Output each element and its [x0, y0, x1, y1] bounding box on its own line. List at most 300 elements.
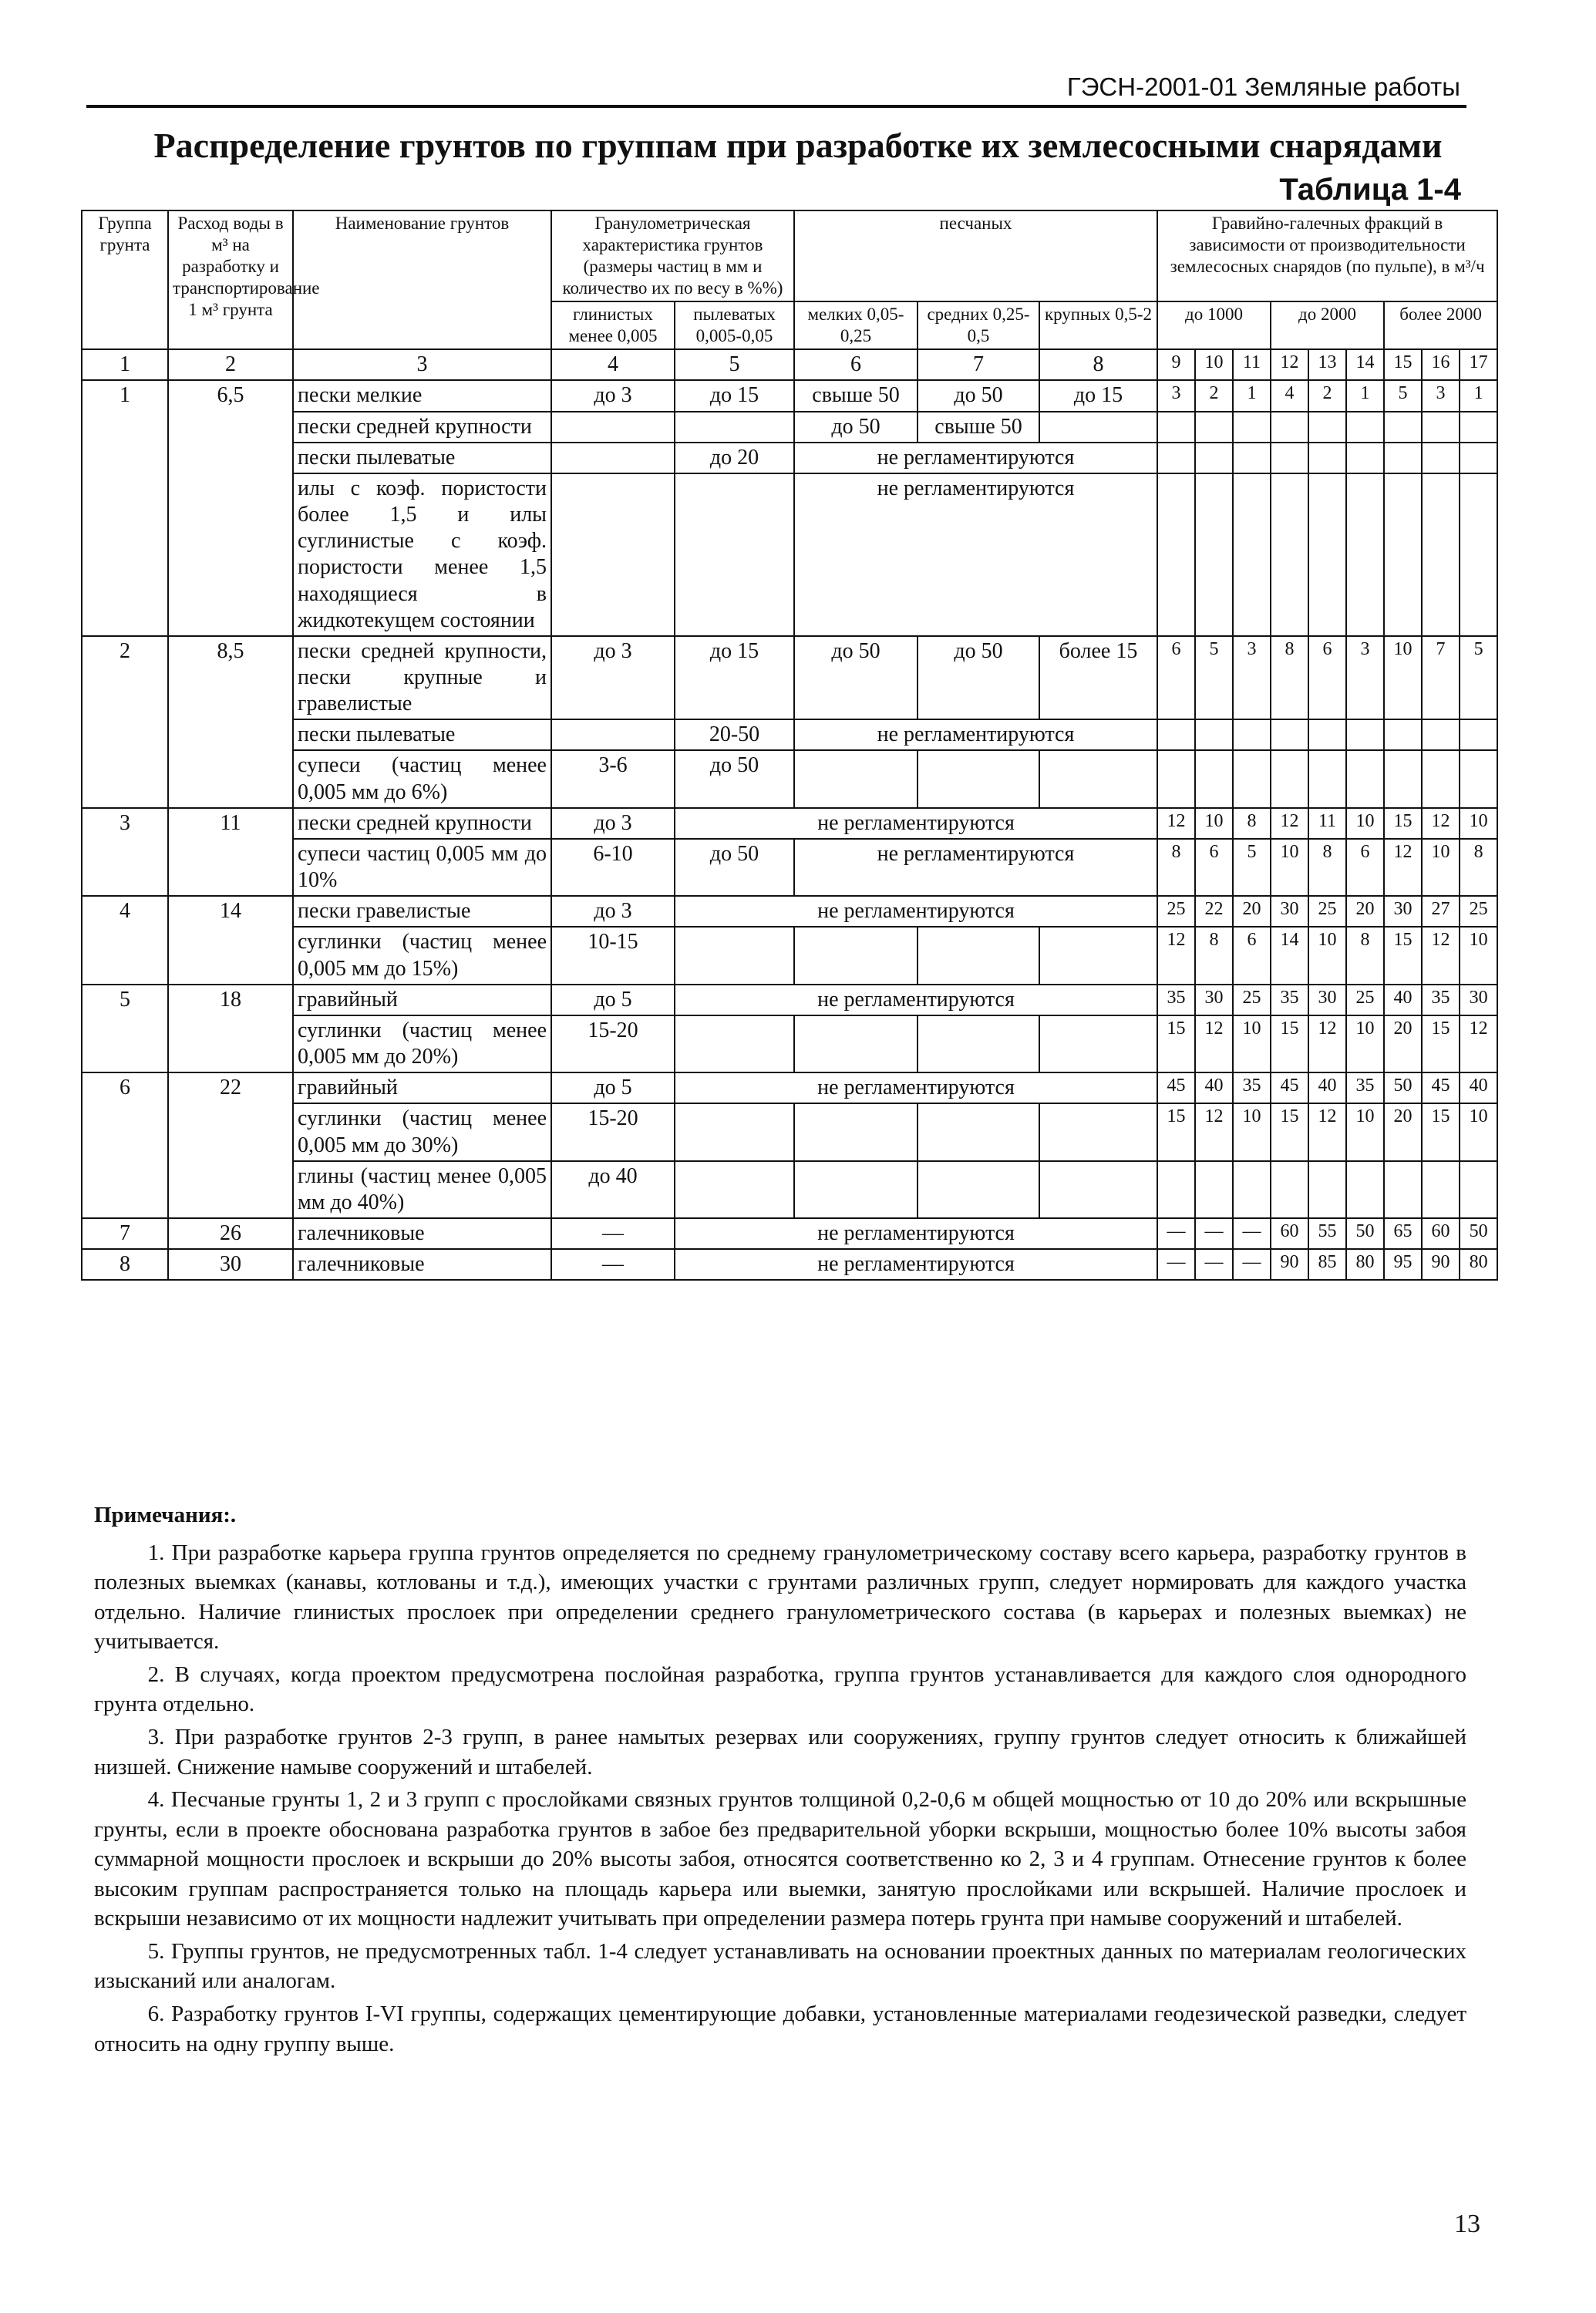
- productivity-value-cell: 90: [1422, 1249, 1460, 1280]
- productivity-value-cell: 2: [1308, 380, 1346, 411]
- note-item: 2. В случаях, когда проектом предусмотрена послойная разработка, группа грунтов устанавливается для каждого слоя однородного грунта отдельно.: [94, 1662, 1466, 1717]
- productivity-value-cell: 15: [1271, 1015, 1308, 1072]
- productivity-value-cell: 3: [1233, 636, 1271, 719]
- productivity-value-cell: [1195, 412, 1233, 443]
- table-row: [82, 1218, 1497, 1249]
- header-gravel: Гравийно-галечных фракций в зависимости от производительности землесосных снарядов (по пульпе), в м³/ч: [1157, 210, 1497, 301]
- productivity-value-cell: 10: [1422, 839, 1460, 896]
- productivity-value-cell: 25: [1308, 896, 1346, 927]
- productivity-value-cell: 35: [1422, 985, 1460, 1015]
- productivity-value-cell: 30: [1195, 985, 1233, 1015]
- clay-cell: до 3: [551, 808, 675, 839]
- column-number: 3: [293, 349, 551, 380]
- productivity-value-cell: 15: [1384, 927, 1422, 984]
- productivity-value-cell: [1157, 412, 1195, 443]
- clay-cell: [551, 443, 675, 473]
- header-pmore: более 2000: [1384, 301, 1497, 349]
- productivity-value-cell: 40: [1308, 1072, 1346, 1103]
- productivity-value-cell: 6: [1157, 636, 1195, 719]
- table-row: [82, 927, 1497, 984]
- productivity-value-cell: [1157, 719, 1195, 750]
- fine-sand-cell: [794, 1015, 918, 1072]
- table-row: [82, 839, 1497, 896]
- productivity-value-cell: 12: [1195, 1015, 1233, 1072]
- productivity-value-cell: —: [1233, 1249, 1271, 1280]
- fine-sand-cell: свыше 50: [794, 380, 918, 411]
- soil-name-cell: супеси частиц 0,005 мм до 10%: [293, 839, 551, 896]
- clay-cell: [551, 719, 675, 750]
- running-header: [86, 69, 1466, 108]
- productivity-value-cell: [1271, 719, 1308, 750]
- header-group: Группа грунта: [82, 210, 168, 349]
- productivity-value-cell: [1157, 750, 1195, 807]
- productivity-value-cell: 25: [1460, 896, 1497, 927]
- productivity-value-cell: 5: [1233, 839, 1271, 896]
- productivity-value-cell: [1346, 443, 1384, 473]
- productivity-value-cell: 8: [1157, 839, 1195, 896]
- unregulated-cell: не регламентируются: [675, 1218, 1157, 1249]
- productivity-value-cell: 8: [1233, 808, 1271, 839]
- productivity-value-cell: 12: [1157, 927, 1195, 984]
- productivity-value-cell: 65: [1384, 1218, 1422, 1249]
- productivity-value-cell: 20: [1384, 1015, 1422, 1072]
- column-number: 2: [168, 349, 293, 380]
- table-row: [82, 1072, 1497, 1103]
- productivity-value-cell: 55: [1308, 1218, 1346, 1249]
- running-title: ГЭСН-2001-01 Земляные работы: [1066, 72, 1460, 101]
- productivity-value-cell: [1460, 412, 1497, 443]
- coarse-sand-cell: [1039, 750, 1157, 807]
- productivity-value-cell: 12: [1422, 808, 1460, 839]
- column-number: 6: [794, 349, 918, 380]
- productivity-value-cell: 15: [1384, 808, 1422, 839]
- water-rate-cell: 8,5: [168, 636, 293, 808]
- productivity-value-cell: 30: [1271, 896, 1308, 927]
- unregulated-cell: не регламентируются: [794, 443, 1157, 473]
- header-p1000: до 1000: [1157, 301, 1271, 349]
- productivity-value-cell: 25: [1346, 985, 1384, 1015]
- productivity-value-cell: [1195, 1161, 1233, 1218]
- productivity-value-cell: 40: [1384, 985, 1422, 1015]
- group-number-cell: 3: [82, 808, 168, 896]
- clay-cell: до 40: [551, 1161, 675, 1218]
- productivity-value-cell: [1422, 443, 1460, 473]
- column-number: 17: [1460, 349, 1497, 380]
- table-row: [82, 1015, 1497, 1072]
- productivity-value-cell: 3: [1346, 636, 1384, 719]
- productivity-value-cell: 12: [1422, 927, 1460, 984]
- notes-title: Примечания:.: [94, 1503, 237, 1527]
- medium-sand-cell: [918, 1103, 1039, 1160]
- productivity-value-cell: 45: [1271, 1072, 1308, 1103]
- note-item: 5. Группы грунтов, не предусмотренных табл. 1-4 следует устанавливать на основании проектных данных по материалам геологических изысканий или аналогам.: [94, 1938, 1466, 1994]
- water-rate-cell: 22: [168, 1072, 293, 1218]
- soil-name-cell: пески средней крупности: [293, 412, 551, 443]
- soil-name-cell: гравийный: [293, 1072, 551, 1103]
- productivity-value-cell: 15: [1157, 1015, 1195, 1072]
- productivity-value-cell: [1460, 443, 1497, 473]
- header-p2000: до 2000: [1271, 301, 1384, 349]
- fine-sand-cell: до 50: [794, 636, 918, 719]
- productivity-value-cell: 50: [1346, 1218, 1384, 1249]
- notes-list: [94, 1538, 1466, 2059]
- header-medium: средних 0,25-0,5: [918, 301, 1039, 349]
- productivity-value-cell: [1460, 1161, 1497, 1218]
- soil-name-cell: илы с коэф. пористости более 1,5 и илы суглинистые с коэф. пористости менее 1,5 находящиеся в жидкотекущем состоянии: [293, 473, 551, 636]
- productivity-value-cell: 8: [1346, 927, 1384, 984]
- header-water: Расход воды в м³ на разработку и транспортирование 1 м³ грунта: [168, 210, 293, 349]
- productivity-value-cell: [1346, 473, 1384, 636]
- productivity-value-cell: 5: [1460, 636, 1497, 719]
- productivity-value-cell: 1: [1233, 380, 1271, 411]
- water-rate-cell: 14: [168, 896, 293, 984]
- clay-cell: до 3: [551, 380, 675, 411]
- clay-cell: —: [551, 1249, 675, 1280]
- column-number: 9: [1157, 349, 1195, 380]
- productivity-value-cell: 90: [1271, 1249, 1308, 1280]
- productivity-value-cell: 5: [1384, 380, 1422, 411]
- productivity-value-cell: 45: [1422, 1072, 1460, 1103]
- fine-sand-cell: [794, 927, 918, 984]
- productivity-value-cell: [1308, 473, 1346, 636]
- productivity-value-cell: 30: [1384, 896, 1422, 927]
- productivity-value-cell: 20: [1233, 896, 1271, 927]
- unregulated-cell: не регламентируются: [675, 1249, 1157, 1280]
- productivity-value-cell: 4: [1271, 380, 1308, 411]
- productivity-value-cell: [1195, 750, 1233, 807]
- coarse-sand-cell: [1039, 927, 1157, 984]
- unregulated-cell: не регламентируются: [675, 1072, 1157, 1103]
- productivity-value-cell: [1460, 473, 1497, 636]
- productivity-value-cell: [1308, 443, 1346, 473]
- productivity-value-cell: 25: [1233, 985, 1271, 1015]
- productivity-value-cell: 10: [1460, 927, 1497, 984]
- productivity-value-cell: —: [1195, 1249, 1233, 1280]
- table-row: [82, 412, 1497, 443]
- productivity-value-cell: 7: [1422, 636, 1460, 719]
- productivity-value-cell: 8: [1195, 927, 1233, 984]
- productivity-value-cell: [1384, 443, 1422, 473]
- productivity-value-cell: 10: [1346, 1103, 1384, 1160]
- silty-cell: [675, 412, 794, 443]
- productivity-value-cell: 12: [1308, 1015, 1346, 1072]
- productivity-value-cell: 50: [1384, 1072, 1422, 1103]
- water-rate-cell: 30: [168, 1249, 293, 1280]
- soil-name-cell: гравийный: [293, 985, 551, 1015]
- silty-cell: [675, 1103, 794, 1160]
- water-rate-cell: 6,5: [168, 380, 293, 635]
- productivity-value-cell: [1384, 412, 1422, 443]
- productivity-value-cell: [1346, 1161, 1384, 1218]
- productivity-value-cell: [1460, 719, 1497, 750]
- productivity-value-cell: 12: [1460, 1015, 1497, 1072]
- medium-sand-cell: [918, 927, 1039, 984]
- productivity-value-cell: [1346, 750, 1384, 807]
- productivity-value-cell: [1308, 750, 1346, 807]
- water-rate-cell: 18: [168, 985, 293, 1072]
- column-number: 11: [1233, 349, 1271, 380]
- clay-cell: 10-15: [551, 927, 675, 984]
- productivity-value-cell: —: [1157, 1218, 1195, 1249]
- clay-cell: 15-20: [551, 1015, 675, 1072]
- productivity-value-cell: [1271, 473, 1308, 636]
- productivity-value-cell: 95: [1384, 1249, 1422, 1280]
- table-row: [82, 380, 1497, 411]
- column-number: 16: [1422, 349, 1460, 380]
- silty-cell: до 20: [675, 443, 794, 473]
- productivity-value-cell: 1: [1460, 380, 1497, 411]
- productivity-value-cell: 8: [1308, 839, 1346, 896]
- clay-cell: —: [551, 1218, 675, 1249]
- column-number: 4: [551, 349, 675, 380]
- header-sandy: песчаных: [794, 210, 1157, 301]
- productivity-value-cell: 40: [1195, 1072, 1233, 1103]
- note-item: 1. При разработке карьера группа грунтов определяется по среднему гранулометрическому составу всего карьера, разработку грунтов в полезных выемках (канавы, котлованы и т.д.), имеющих участки с грунтами различных групп, следует нормировать для каждого участка отдельно. Наличие глинистых прослоек при определении среднего гранулометрического состава (в карьерах и полезных выемках) не учитывается.: [94, 1540, 1466, 1655]
- productivity-value-cell: [1271, 412, 1308, 443]
- productivity-value-cell: 35: [1157, 985, 1195, 1015]
- productivity-value-cell: [1422, 719, 1460, 750]
- soil-name-cell: пески гравелистые: [293, 896, 551, 927]
- clay-cell: 3-6: [551, 750, 675, 807]
- productivity-value-cell: [1157, 443, 1195, 473]
- column-number: 1: [82, 349, 168, 380]
- productivity-value-cell: 10: [1233, 1015, 1271, 1072]
- productivity-value-cell: 22: [1195, 896, 1233, 927]
- column-number: 13: [1308, 349, 1346, 380]
- medium-sand-cell: свыше 50: [918, 412, 1039, 443]
- productivity-value-cell: 10: [1460, 808, 1497, 839]
- group-number-cell: 6: [82, 1072, 168, 1218]
- productivity-value-cell: 12: [1195, 1103, 1233, 1160]
- productivity-value-cell: [1233, 473, 1271, 636]
- soil-name-cell: пески пылеватые: [293, 443, 551, 473]
- productivity-value-cell: 10: [1308, 927, 1346, 984]
- group-number-cell: 1: [82, 380, 168, 635]
- clay-cell: до 3: [551, 636, 675, 719]
- header-granulo: Гранулометрическая характеристика грунтов (размеры частиц в мм и количество их по весу в %%): [551, 210, 794, 301]
- productivity-value-cell: 60: [1422, 1218, 1460, 1249]
- water-rate-cell: 26: [168, 1218, 293, 1249]
- soil-name-cell: суглинки (частиц менее 0,005 мм до 30%): [293, 1103, 551, 1160]
- productivity-value-cell: [1384, 719, 1422, 750]
- column-number: 7: [918, 349, 1039, 380]
- productivity-value-cell: [1195, 443, 1233, 473]
- notes-section: [94, 1500, 1466, 2062]
- clay-cell: до 5: [551, 1072, 675, 1103]
- productivity-value-cell: 6: [1195, 839, 1233, 896]
- productivity-value-cell: [1233, 412, 1271, 443]
- silty-cell: до 15: [675, 380, 794, 411]
- table-row: [82, 1103, 1497, 1160]
- medium-sand-cell: до 50: [918, 636, 1039, 719]
- productivity-value-cell: 35: [1346, 1072, 1384, 1103]
- productivity-value-cell: 40: [1460, 1072, 1497, 1103]
- productivity-value-cell: 10: [1384, 636, 1422, 719]
- productivity-value-cell: 30: [1308, 985, 1346, 1015]
- soil-name-cell: пески пылеватые: [293, 719, 551, 750]
- table-header-row: [82, 210, 1497, 301]
- coarse-sand-cell: [1039, 412, 1157, 443]
- productivity-value-cell: [1233, 443, 1271, 473]
- productivity-value-cell: [1308, 719, 1346, 750]
- productivity-value-cell: 6: [1233, 927, 1271, 984]
- table-row: [82, 750, 1497, 807]
- fine-sand-cell: до 50: [794, 412, 918, 443]
- productivity-value-cell: 3: [1157, 380, 1195, 411]
- productivity-value-cell: 12: [1157, 808, 1195, 839]
- group-number-cell: 2: [82, 636, 168, 808]
- column-numbers-row: [82, 349, 1497, 380]
- productivity-value-cell: [1422, 750, 1460, 807]
- clay-cell: 15-20: [551, 1103, 675, 1160]
- productivity-value-cell: 20: [1384, 1103, 1422, 1160]
- note-item: 3. При разработке грунтов 2-3 групп, в ранее намытых резервах или сооружениях, группу грунтов следует относить к ближайшей низшей. Снижение намыве сооружений и штабелей.: [94, 1724, 1466, 1779]
- productivity-value-cell: 1: [1346, 380, 1384, 411]
- productivity-value-cell: 15: [1422, 1015, 1460, 1072]
- header-silty: пылеватых 0,005-0,05: [675, 301, 794, 349]
- coarse-sand-cell: [1039, 1103, 1157, 1160]
- clay-cell: [551, 412, 675, 443]
- silty-cell: [675, 927, 794, 984]
- productivity-value-cell: 14: [1271, 927, 1308, 984]
- productivity-value-cell: 10: [1460, 1103, 1497, 1160]
- unregulated-cell: не регламентируются: [794, 473, 1157, 636]
- fine-sand-cell: [794, 1103, 918, 1160]
- header-fine: мелких 0,05-0,25: [794, 301, 918, 349]
- productivity-value-cell: 10: [1346, 808, 1384, 839]
- productivity-value-cell: [1157, 473, 1195, 636]
- productivity-value-cell: [1384, 473, 1422, 636]
- productivity-value-cell: 35: [1271, 985, 1308, 1015]
- clay-cell: до 5: [551, 985, 675, 1015]
- column-number: 10: [1195, 349, 1233, 380]
- column-number: 5: [675, 349, 794, 380]
- group-number-cell: 8: [82, 1249, 168, 1280]
- group-number-cell: 4: [82, 896, 168, 984]
- productivity-value-cell: 25: [1157, 896, 1195, 927]
- soil-name-cell: суглинки (частиц менее 0,005 мм до 15%): [293, 927, 551, 984]
- unregulated-cell: не регламентируются: [794, 719, 1157, 750]
- productivity-value-cell: 10: [1346, 1015, 1384, 1072]
- table-label: Таблица 1-4: [1279, 173, 1461, 207]
- column-number: 14: [1346, 349, 1384, 380]
- table-row: [82, 719, 1497, 750]
- productivity-value-cell: 50: [1460, 1218, 1497, 1249]
- note-item: 6. Разработку грунтов I-VI группы, содержащих цементирующие добавки, установленные материалами геодезической разведки, следует относить на одну группу выше.: [94, 2002, 1466, 2056]
- coarse-sand-cell: до 15: [1039, 380, 1157, 411]
- clay-cell: 6-10: [551, 839, 675, 896]
- productivity-value-cell: 80: [1460, 1249, 1497, 1280]
- clay-cell: до 3: [551, 896, 675, 927]
- column-number: 8: [1039, 349, 1157, 380]
- productivity-value-cell: —: [1195, 1218, 1233, 1249]
- soil-name-cell: глины (частиц менее 0,005 мм до 40%): [293, 1161, 551, 1218]
- productivity-value-cell: 30: [1460, 985, 1497, 1015]
- unregulated-cell: не регламентируются: [675, 896, 1157, 927]
- productivity-value-cell: 60: [1271, 1218, 1308, 1249]
- productivity-value-cell: 8: [1271, 636, 1308, 719]
- productivity-value-cell: 12: [1271, 808, 1308, 839]
- productivity-value-cell: [1422, 412, 1460, 443]
- productivity-value-cell: 27: [1422, 896, 1460, 927]
- productivity-value-cell: 35: [1233, 1072, 1271, 1103]
- table-row: [82, 985, 1497, 1015]
- productivity-value-cell: 11: [1308, 808, 1346, 839]
- productivity-value-cell: [1233, 1161, 1271, 1218]
- productivity-value-cell: 10: [1271, 839, 1308, 896]
- productivity-value-cell: 10: [1195, 808, 1233, 839]
- productivity-value-cell: —: [1157, 1249, 1195, 1280]
- water-rate-cell: 11: [168, 808, 293, 896]
- header-name: Наименование грунтов: [293, 210, 551, 349]
- productivity-value-cell: 85: [1308, 1249, 1346, 1280]
- productivity-value-cell: [1346, 719, 1384, 750]
- productivity-value-cell: [1422, 473, 1460, 636]
- productivity-value-cell: [1271, 750, 1308, 807]
- table-row: [82, 1161, 1497, 1218]
- silty-cell: [675, 1161, 794, 1218]
- productivity-value-cell: [1384, 750, 1422, 807]
- productivity-value-cell: 6: [1346, 839, 1384, 896]
- productivity-value-cell: 45: [1157, 1072, 1195, 1103]
- soil-name-cell: супеси (частиц менее 0,005 мм до 6%): [293, 750, 551, 807]
- header-clay: глинистых менее 0,005: [551, 301, 675, 349]
- soil-name-cell: пески мелкие: [293, 380, 551, 411]
- page-number: 13: [1454, 2210, 1480, 2238]
- productivity-value-cell: [1308, 412, 1346, 443]
- productivity-value-cell: [1422, 1161, 1460, 1218]
- unregulated-cell: не регламентируются: [675, 808, 1157, 839]
- productivity-value-cell: 15: [1422, 1103, 1460, 1160]
- silty-cell: [675, 473, 794, 636]
- group-number-cell: 7: [82, 1218, 168, 1249]
- productivity-value-cell: 15: [1271, 1103, 1308, 1160]
- table-row: [82, 473, 1497, 636]
- note-item: 4. Песчаные грунты 1, 2 и 3 групп с прослойками связных грунтов толщиной 0,2-0,6 м общей мощностью от 10 до 20% или вскрышные грунты, если в проекте обоснована разработка грунтов в забое без предварительной уборки вскрыши, мощностью более 10% высоты забоя суммарной мощности прослоек и вскрыши до 20% высоты забоя, относятся соответственно ко 2, 3 и 4 группам. Отнесение грунтов к более высоким группам распространяется только на площадь карьера или выемки, занятую прослойками или вскрышей. Наличие прослоек и вскрыши независимо от их мощности надлежит учитывать при определении размера потерь грунта при намыве сооружений и штабелей.: [94, 1787, 1466, 1931]
- productivity-value-cell: 5: [1195, 636, 1233, 719]
- silty-cell: [675, 1015, 794, 1072]
- coarse-sand-cell: более 15: [1039, 636, 1157, 719]
- productivity-value-cell: 8: [1460, 839, 1497, 896]
- productivity-value-cell: [1308, 1161, 1346, 1218]
- productivity-value-cell: [1384, 1161, 1422, 1218]
- soil-name-cell: галечниковые: [293, 1218, 551, 1249]
- soil-name-cell: пески средней крупности: [293, 808, 551, 839]
- soil-name-cell: суглинки (частиц менее 0,005 мм до 20%): [293, 1015, 551, 1072]
- medium-sand-cell: [918, 1161, 1039, 1218]
- silty-cell: 20-50: [675, 719, 794, 750]
- column-number: 12: [1271, 349, 1308, 380]
- coarse-sand-cell: [1039, 1161, 1157, 1218]
- medium-sand-cell: [918, 750, 1039, 807]
- productivity-value-cell: 3: [1422, 380, 1460, 411]
- productivity-value-cell: 15: [1157, 1103, 1195, 1160]
- productivity-value-cell: 80: [1346, 1249, 1384, 1280]
- productivity-value-cell: 12: [1384, 839, 1422, 896]
- table-row: [82, 896, 1497, 927]
- soil-name-cell: пески средней крупности, пески крупные и гравелистые: [293, 636, 551, 719]
- productivity-value-cell: [1460, 750, 1497, 807]
- unregulated-cell: не регламентируются: [794, 839, 1157, 896]
- table-row: [82, 808, 1497, 839]
- fine-sand-cell: [794, 750, 918, 807]
- page-title: Распределение грунтов по группам при разработке их землесосными снарядами: [153, 126, 1443, 165]
- silty-cell: до 15: [675, 636, 794, 719]
- unregulated-cell: не регламентируются: [675, 985, 1157, 1015]
- productivity-value-cell: [1157, 1161, 1195, 1218]
- group-number-cell: 5: [82, 985, 168, 1072]
- table-row: [82, 636, 1497, 719]
